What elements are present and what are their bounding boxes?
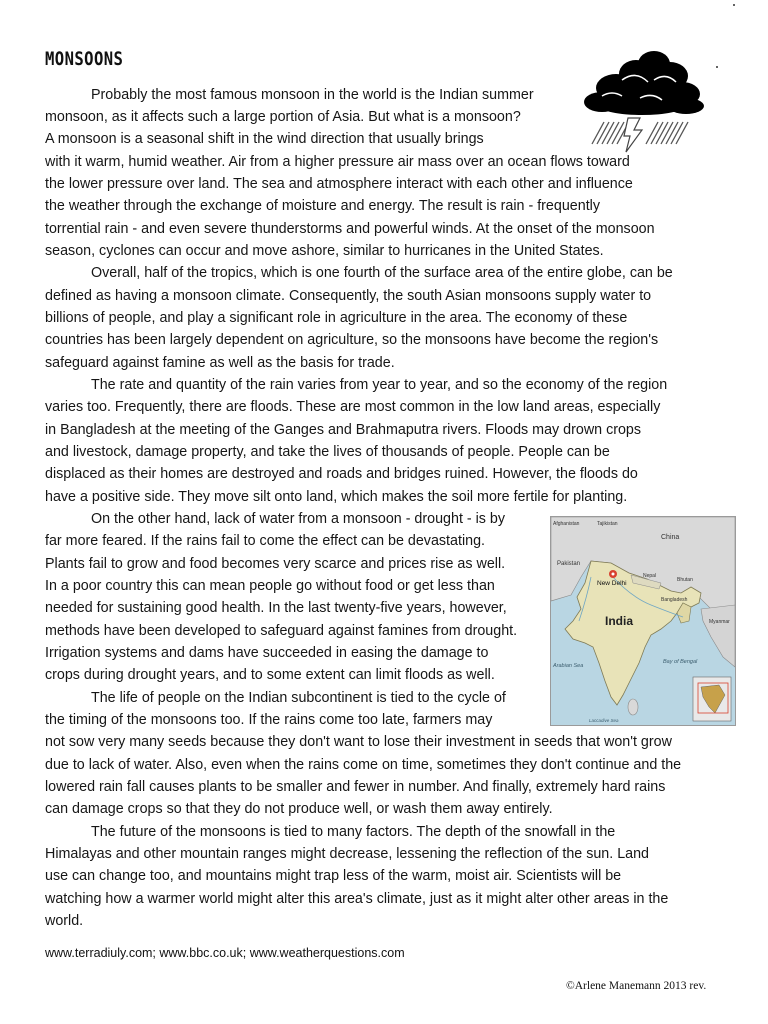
- map-label-bay-of-bengal: Bay of Bengal: [663, 659, 698, 665]
- map-label-nepal: Nepal: [643, 573, 657, 579]
- india-map: [550, 516, 736, 726]
- text-line: On the other hand, lack of water from a monsoon - drought - is by: [91, 511, 506, 527]
- stray-dot: [716, 66, 718, 68]
- copyright-notice: ©Arlene Manemann 2013 rev.: [566, 980, 707, 992]
- text-line: lowered rain fall causes plants to be smaller and fewer in number. And finally, extremely hard rains: [45, 779, 666, 795]
- text-line: torrential rain - and even severe thunderstorms and powerful winds. At the onset of the monsoon: [45, 221, 655, 237]
- text-line: defined as having a monsoon climate. Consequently, the south Asian monsoons supply water to: [45, 288, 652, 304]
- text-line: due to lack of water. Also, even when the rains come on time, sometimes they don't continue and the: [45, 757, 682, 773]
- text-line: watching how a warmer world might alter this area's climate, just as it might alter other areas in the: [45, 891, 669, 907]
- map-label-afghanistan: Afghanistan: [553, 521, 580, 527]
- storm-cloud-icon: [582, 44, 708, 154]
- map-label-bhutan: Bhutan: [677, 577, 693, 583]
- text-line: with it warm, humid weather. Air from a higher pressure air mass over an ocean flows toward: [45, 154, 630, 170]
- map-label-pakistan: Pakistan: [557, 561, 581, 567]
- text-line: billions of people, and play a significant role in agriculture in the area. The economy of these: [45, 310, 628, 326]
- text-line: Plants fail to grow and food becomes very scarce and prices rise as well.: [45, 556, 506, 572]
- text-line: not sow very many seeds because they don't want to lose their investment in seeds that won't grow: [45, 734, 672, 750]
- text-line: Irrigation systems and dams have succeeded in easing the damage to: [45, 645, 489, 661]
- stray-dot: [733, 4, 735, 6]
- map-label-bangladesh: Bangladesh: [661, 597, 688, 603]
- text-line: countries has been largely dependent on agriculture, so the monsoons have become the region's: [45, 332, 659, 348]
- text-line: the weather through the exchange of moisture and energy. The result is rain - frequently: [45, 198, 600, 214]
- text-line: Overall, half of the tropics, which is one fourth of the surface area of the entire globe, can be: [91, 265, 673, 281]
- text-line: safeguard against famine as well as the basis for trade.: [45, 355, 395, 371]
- map-label-india: India: [605, 614, 634, 628]
- page-title: MONSOONS: [45, 48, 124, 70]
- text-line: methods have been developed to safeguard against famines from drought.: [45, 623, 518, 639]
- text-line: world.: [45, 913, 84, 929]
- text-line: The life of people on the Indian subcontinent is tied to the cycle of: [91, 690, 506, 706]
- text-line: Probably the most famous monsoon in the world is the Indian summer: [91, 87, 534, 103]
- text-line: use can change too, and mountains might trap less of the warm, moist air. Scientists will be: [45, 868, 622, 884]
- text-line: and livestock, damage property, and take the lives of thousands of people. People can be: [45, 444, 610, 460]
- text-line: can damage crops so that they do not produce well, or wash them away entirely.: [45, 801, 553, 817]
- map-label-new-delhi: New Delhi: [597, 580, 627, 587]
- text-line: far more feared. If the rains fail to come the effect can be devastating.: [45, 533, 486, 549]
- text-line: the lower pressure over land. The sea and atmosphere interact with each other and influence: [45, 176, 633, 192]
- text-line: monsoon, as it affects such a large portion of Asia. But what is a monsoon?: [45, 109, 521, 125]
- text-line: have a positive side. They move silt onto land, which makes the soil more fertile for planting.: [45, 489, 628, 505]
- text-line: season, cyclones can occur and move ashore, similar to hurricanes in the United States.: [45, 243, 604, 259]
- map-label-tajikistan: Tajikistan: [597, 521, 618, 527]
- lightning-icon: [624, 118, 642, 152]
- text-line: in Bangladesh at the meeting of the Ganges and Brahmaputra rivers. Floods may drown crops: [45, 422, 642, 438]
- map-label-myanmar: Myanmar: [709, 619, 730, 625]
- map-label-laccadive-sea: Laccadive Sea: [589, 718, 619, 723]
- map-label-china: China: [661, 534, 680, 541]
- text-line: crops during drought years, and to some extent can limit floods as well.: [45, 667, 495, 683]
- text-line: varies too. Frequently, there are floods. These are most common in the low land areas, especially: [45, 399, 661, 415]
- capital-marker-icon: [609, 570, 617, 578]
- text-line: A monsoon is a seasonal shift in the wind direction that usually brings: [45, 131, 484, 147]
- text-line: Himalayas and other mountain ranges might decrease, lessening the reflection of the sun. Land: [45, 846, 650, 862]
- sources-line: www.terradiuly.com; www.bbc.co.uk; www.weatherquestions.com: [45, 946, 405, 960]
- text-line: needed for sustaining good health. In the last twenty-five years, however,: [45, 600, 507, 616]
- text-line: displaced as their homes are destroyed and roads and bridges ruined. However, the floods do: [45, 466, 638, 482]
- text-line: the timing of the monsoons too. If the rains come too late, farmers may: [45, 712, 493, 728]
- text-line: In a poor country this can mean people go without food or get less than: [45, 578, 495, 594]
- text-line: The future of the monsoons is tied to many factors. The depth of the snowfall in the: [91, 824, 616, 840]
- text-line: The rate and quantity of the rain varies from year to year, and so the economy of the region: [91, 377, 668, 393]
- map-label-arabian-sea: Arabian Sea: [553, 663, 584, 669]
